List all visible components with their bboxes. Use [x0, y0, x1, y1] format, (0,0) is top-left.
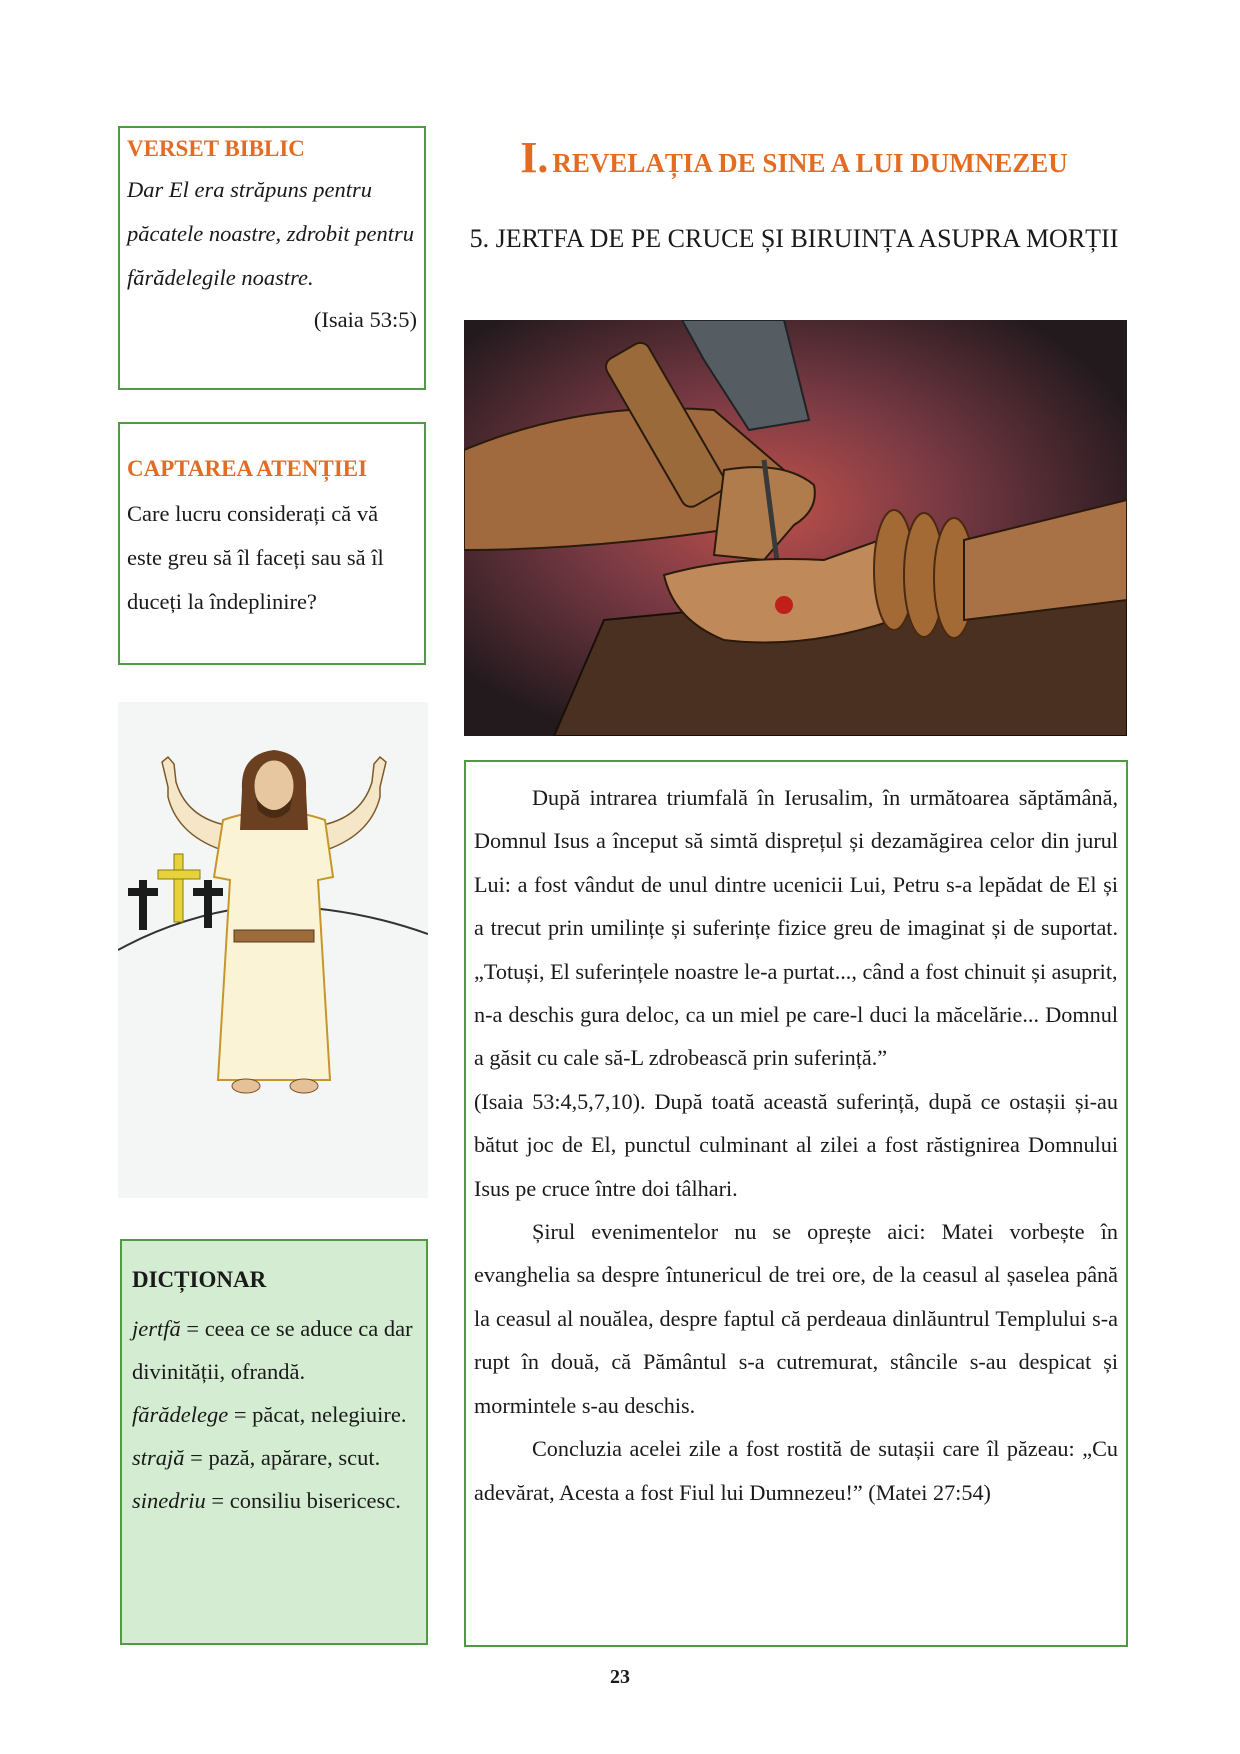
lesson-title: 5. JERTFA DE PE CRUCE ȘI BIRUINȚA ASUPRA MORȚII [469, 224, 1119, 253]
lesson-paragraph: Concluzia acelei zile a fost rostită de sutașii care îl păzeau: „Cu adevărat, Acesta a fost Fiul lui Dumnezeu!” (Matei 27:54) [474, 1436, 1118, 1505]
risen-jesus-illustration [118, 702, 428, 1198]
dictionary-definition: = consiliu bisericesc. [205, 1488, 401, 1513]
chapter-title: REVELAȚIA DE SINE A LUI DUMNEZEU [552, 148, 1068, 178]
dictionary-entry [132, 1393, 418, 1436]
dictionary-term: jertfă [132, 1316, 181, 1341]
risen-jesus-drawing [118, 702, 428, 1198]
attention-box [118, 422, 426, 665]
chapter-numeral: I. [520, 133, 549, 182]
bible-verse-text: Dar El era străpuns pentru păcatele noastre, zdrobit pentru fărădelegile noastre. [127, 177, 415, 290]
dictionary-entry [132, 1436, 418, 1479]
lesson-paragraph [474, 776, 1118, 1210]
dictionary-heading: DICȚIONAR [132, 1267, 267, 1292]
attention-question: Care lucru considerați că vă este greu să îl faceți sau să îl duceți la îndeplinire? [127, 501, 384, 614]
dictionary-definition: = păcat, nelegiuire. [228, 1402, 407, 1427]
dictionary-definition: = pază, apărare, scut. [184, 1445, 381, 1470]
hammer-nail-hand-drawing [464, 320, 1127, 736]
crucifixion-illustration [464, 320, 1127, 736]
lesson-paragraph: Șirul evenimentelor nu se oprește aici: Matei vorbește în evanghelia sa despre întunericul de trei ore, de la ceasul al șaselea până la ceasul al nouălea, despre faptul că perdeaua dinlăuntrul Templului s-a rupt în două, că Pământul s-a cutremurat, stâncile s-au despicat și mormintele s-au deschis. [474, 1219, 1118, 1418]
lesson-paragraph-part: (Isaia 53:4,5,7,10). După toată această suferință, după ce ostașii și-au bătut joc de El, punctul culminant al zilei a fost răstignirea Domnului Isus pe cruce între doi tâlhari. [474, 1088, 1118, 1201]
chapter-heading [464, 132, 1124, 183]
dictionary-definition: = ceea ce se aduce ca dar divinității, ofrandă. [132, 1316, 413, 1384]
bible-verse-reference: (Isaia 53:5) [313, 307, 417, 332]
dictionary-term: strajă [132, 1445, 185, 1470]
page-number: 23 [610, 1666, 630, 1688]
dictionary-box [120, 1239, 428, 1645]
bible-verse-box [118, 126, 426, 390]
bible-verse-heading: VERSET BIBLIC [127, 136, 305, 161]
dictionary-term: fărădelege [132, 1402, 229, 1427]
lesson-paragraph-part: n-a deschis gura deloc, ca un miel pe care-l duci la măcelărie... Domnul a găsit cu cale să-L zdrobească prin suferință.” [474, 1002, 1118, 1071]
dictionary-term: sinedriu [132, 1488, 206, 1513]
dictionary-entry [132, 1479, 418, 1522]
dictionary-entry [132, 1307, 418, 1393]
attention-heading: CAPTAREA ATENȚIEI [127, 456, 368, 481]
lesson-paragraph-part: După intrarea triumfală în Ierusalim, în următoarea săptămână, Domnul Isus a început să simtă disprețul și dezamăgirea celor din jurul Lui: a fost vândut de unul dintre ucenicii Lui, Petru s-a lepădat de El și a trecut prin umilințe și suferințe fizice greu de imaginat și de suportat. „Totuși, El suferințele noastre le-a purtat..., când a fost chinuit și asuprit, [474, 785, 1118, 984]
lesson-text-box [464, 760, 1128, 1647]
